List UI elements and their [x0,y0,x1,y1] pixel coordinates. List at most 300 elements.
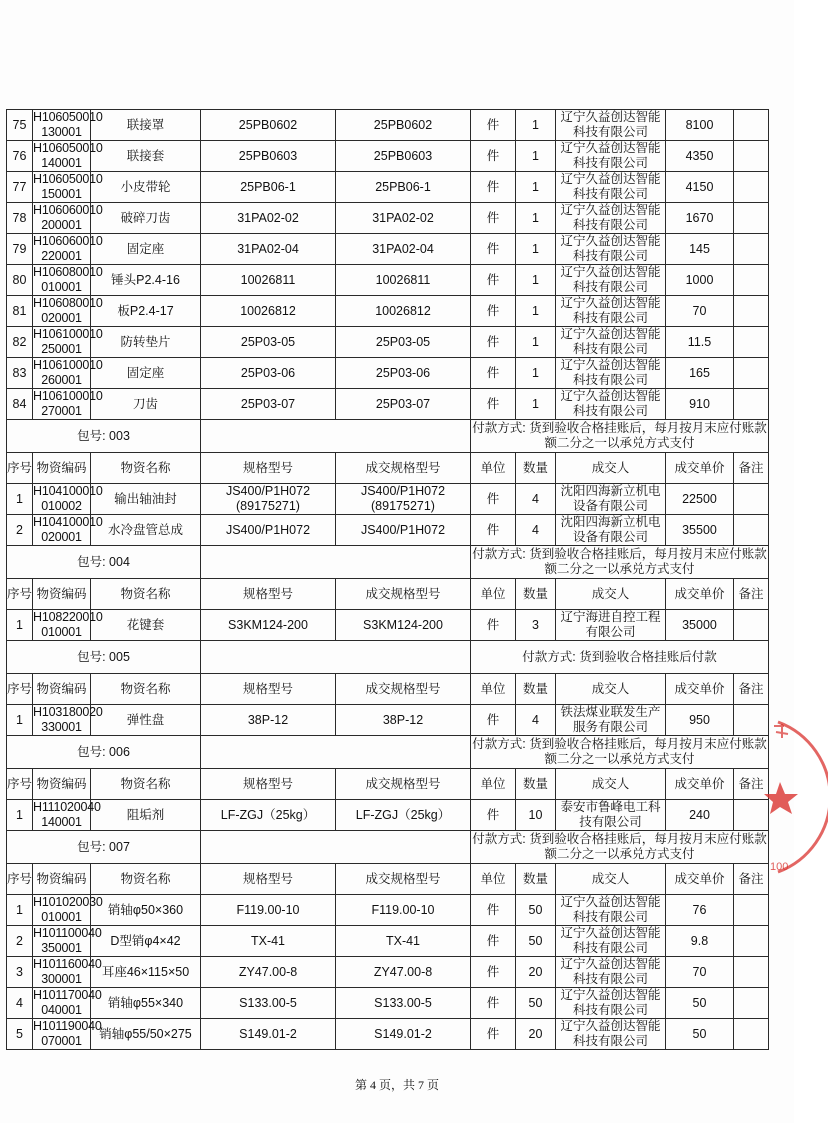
material-code-cell: H106050010 150001 [33,172,103,201]
header-unit-price: 成交单价 [666,674,734,705]
package-row [7,641,769,674]
seq-cell: 4 [7,988,33,1019]
quantity-cell: 1 [516,296,556,327]
unit-price-cell: 70 [666,957,734,988]
header-seq: 序号 [7,674,33,705]
seq-cell: 1 [7,705,33,736]
supplier-cell: 辽宁久益创达智能科技有限公司 [556,110,666,141]
seq-cell: 81 [7,296,33,327]
header-spec: 规格型号 [201,579,336,610]
material-name-cell: 刀齿 [91,389,201,420]
unit-price-cell: 35000 [666,610,734,641]
unit-cell: 件 [471,957,516,988]
remark-cell [734,203,769,234]
supplier-cell: 辽宁久益创达智能科技有限公司 [556,265,666,296]
deal-spec-cell: S133.00-5 [336,988,471,1019]
quantity-cell: 1 [516,389,556,420]
material-name-cell: 板P2.4-17 [91,296,201,327]
supplier-cell: 辽宁久益创达智能科技有限公司 [556,1019,666,1050]
quantity-cell: 20 [516,1019,556,1050]
header-remark: 备注 [734,453,769,484]
table-row [7,926,769,957]
material-name-cell: 花键套 [91,610,201,641]
payment-terms: 付款方式: 货到验收合格挂账后，每月按月末应付账款额二分之一以承兑方式支付 [471,736,769,769]
payment-terms: 付款方式: 货到验收合格挂账后付款 [471,641,769,674]
material-name-cell: 销轴φ55×340 [91,988,201,1019]
material-code-cell: H111020040 140001 [33,800,101,829]
payment-terms: 付款方式: 货到验收合格挂账后，每月按月末应付账款额二分之一以承兑方式支付 [471,420,769,453]
unit-price-cell: 240 [666,800,734,831]
unit-cell: 件 [471,234,516,265]
remark-cell [734,265,769,296]
package-blank-cell [201,831,471,864]
official-seal-fragment [768,712,828,882]
deal-spec-cell: JS400/P1H072 (89175271) [336,484,471,515]
svg-text:100: 100 [770,861,789,873]
supplier-cell: 泰安市鲁峰电工科技有限公司 [556,800,666,831]
seq-cell: 1 [7,895,33,926]
quantity-cell: 4 [516,484,556,515]
table-row [7,895,769,926]
header-spec: 规格型号 [201,864,336,895]
material-code-cell: H106060010 220001 [33,234,103,263]
package-label: 包号: 003 [7,420,201,453]
header-material-name: 物资名称 [91,864,201,895]
material-name-cell: 耳座46×115×50 [91,957,201,988]
quantity-cell: 20 [516,957,556,988]
payment-terms: 付款方式: 货到验收合格挂账后，每月按月末应付账款额二分之一以承兑方式支付 [471,831,769,864]
package-row [7,420,769,453]
deal-spec-cell: 25PB0603 [336,141,471,172]
seq-cell: 75 [7,110,33,141]
table-row [7,141,769,172]
table-row [7,327,769,358]
unit-price-cell: 9.8 [666,926,734,957]
header-spec: 规格型号 [201,453,336,484]
seq-cell: 83 [7,358,33,389]
material-code-cell: H106050010 140001 [33,141,103,170]
remark-cell [734,358,769,389]
material-name-cell: 固定座 [91,358,201,389]
seq-cell: 80 [7,265,33,296]
seq-cell: 79 [7,234,33,265]
quantity-cell: 1 [516,172,556,203]
header-deal-spec: 成交规格型号 [336,864,471,895]
package-label: 包号: 006 [7,736,201,769]
spec-cell: JS400/P1H072 [201,515,336,546]
unit-price-cell: 4350 [666,141,734,172]
material-code-cell: H104100010 010002 [33,484,103,513]
seq-cell: 84 [7,389,33,420]
header-material-name: 物资名称 [91,453,201,484]
material-name-cell: 小皮带轮 [91,172,201,203]
unit-price-cell: 165 [666,358,734,389]
remark-cell [734,172,769,203]
unit-cell: 件 [471,484,516,515]
unit-cell: 件 [471,1019,516,1050]
unit-price-cell: 11.5 [666,327,734,358]
header-unit-price: 成交单价 [666,453,734,484]
seq-cell: 1 [7,610,33,641]
material-name-cell: 弹性盘 [91,705,201,736]
quantity-cell: 10 [516,800,556,831]
column-header-row [7,579,769,610]
header-unit: 单位 [471,769,516,800]
material-name-cell: 销轴φ55/50×275 [91,1019,201,1050]
page-number: 第 4 页，共 7 页 [354,1078,439,1092]
material-name-cell: 水冷盘管总成 [91,515,201,546]
remark-cell [734,515,769,546]
quantity-cell: 1 [516,141,556,172]
header-remark: 备注 [734,674,769,705]
remark-cell [734,110,769,141]
remark-cell [734,1019,769,1050]
material-name-cell: 阻垢剂 [91,800,201,831]
material-code-cell: H103180020 330001 [33,705,103,734]
seq-cell: 76 [7,141,33,172]
material-code-cell: H101100040 350001 [33,926,102,955]
seq-cell: 77 [7,172,33,203]
supplier-cell: 辽宁久益创达智能科技有限公司 [556,957,666,988]
deal-spec-cell: 25P03-07 [336,389,471,420]
header-unit-price: 成交单价 [666,769,734,800]
procurement-table [6,109,769,1050]
seq-cell: 5 [7,1019,33,1050]
package-blank-cell [201,736,471,769]
unit-price-cell: 8100 [666,110,734,141]
quantity-cell: 4 [516,705,556,736]
unit-cell: 件 [471,265,516,296]
seq-cell: 1 [7,484,33,515]
material-code-cell: H101160040 300001 [33,957,102,986]
table-row [7,610,769,641]
table-row [7,515,769,546]
material-name-cell: 联接罩 [91,110,201,141]
header-seq: 序号 [7,769,33,800]
deal-spec-cell: S149.01-2 [336,1019,471,1050]
table-row [7,358,769,389]
deal-spec-cell: 25PB06-1 [336,172,471,203]
supplier-cell: 辽宁久益创达智能科技有限公司 [556,926,666,957]
unit-cell: 件 [471,358,516,389]
remark-cell [734,141,769,172]
deal-spec-cell: LF-ZGJ（25kg） [336,800,471,831]
table-row [7,265,769,296]
supplier-cell: 辽宁久益创达智能科技有限公司 [556,358,666,389]
package-blank-cell [201,641,471,674]
spec-cell: F119.00-10 [201,895,336,926]
unit-cell: 件 [471,926,516,957]
unit-price-cell: 22500 [666,484,734,515]
deal-spec-cell: ZY47.00-8 [336,957,471,988]
spec-cell: JS400/P1H072 (89175271) [201,484,336,515]
column-header-row [7,453,769,484]
header-unit: 单位 [471,579,516,610]
deal-spec-cell: 31PA02-02 [336,203,471,234]
supplier-cell: 沈阳四海新立机电设备有限公司 [556,484,666,515]
header-material-code: 物资编码 [33,864,91,895]
spec-cell: 25P03-05 [201,327,336,358]
header-supplier: 成交人 [556,579,666,610]
deal-spec-cell: F119.00-10 [336,895,471,926]
material-code-cell: H106100010 260001 [33,358,103,387]
table-row [7,484,769,515]
supplier-cell: 铁法煤业联发生产服务有限公司 [556,705,666,736]
header-deal-spec: 成交规格型号 [336,674,471,705]
material-name-cell: 输出轴油封 [91,484,201,515]
seq-cell: 2 [7,926,33,957]
supplier-cell: 辽宁久益创达智能科技有限公司 [556,172,666,203]
header-material-code: 物资编码 [33,769,91,800]
column-header-row [7,864,769,895]
material-code-cell: H101020030 010001 [33,895,103,924]
table-row [7,203,769,234]
supplier-cell: 辽宁久益创达智能科技有限公司 [556,327,666,358]
material-code-cell: H101190040 070001 [33,1019,102,1048]
unit-cell: 件 [471,110,516,141]
unit-cell: 件 [471,705,516,736]
unit-cell: 件 [471,895,516,926]
deal-spec-cell: S3KM124-200 [336,610,471,641]
header-material-code: 物资编码 [33,453,91,484]
unit-price-cell: 950 [666,705,734,736]
package-label: 包号: 007 [7,831,201,864]
seq-cell: 82 [7,327,33,358]
header-material-code: 物资编码 [33,674,91,705]
spec-cell: 38P-12 [201,705,336,736]
spec-cell: 10026812 [201,296,336,327]
header-remark: 备注 [734,769,769,800]
material-code-cell: H106100010 250001 [33,327,103,356]
remark-cell [734,957,769,988]
unit-price-cell: 1670 [666,203,734,234]
column-header-row [7,674,769,705]
deal-spec-cell: 10026811 [336,265,471,296]
header-unit: 单位 [471,453,516,484]
supplier-cell: 辽宁久益创达智能科技有限公司 [556,234,666,265]
spec-cell: S149.01-2 [201,1019,336,1050]
header-supplier: 成交人 [556,864,666,895]
deal-spec-cell: 10026812 [336,296,471,327]
remark-cell [734,926,769,957]
material-name-cell: 锤头P2.4-16 [91,265,201,296]
unit-price-cell: 4150 [666,172,734,203]
material-name-cell: 联接套 [91,141,201,172]
deal-spec-cell: TX-41 [336,926,471,957]
package-label: 包号: 005 [7,641,201,674]
seq-cell: 2 [7,515,33,546]
header-material-name: 物资名称 [91,579,201,610]
material-code-cell: H101170040 040001 [33,988,102,1017]
unit-price-cell: 910 [666,389,734,420]
header-deal-spec: 成交规格型号 [336,769,471,800]
spec-cell: 10026811 [201,265,336,296]
header-unit-price: 成交单价 [666,864,734,895]
header-material-name: 物资名称 [91,769,201,800]
table-row [7,389,769,420]
supplier-cell: 辽宁久益创达智能科技有限公司 [556,389,666,420]
quantity-cell: 4 [516,515,556,546]
remark-cell [734,484,769,515]
deal-spec-cell: 25PB0602 [336,110,471,141]
package-blank-cell [201,420,471,453]
header-unit: 单位 [471,674,516,705]
unit-cell: 件 [471,296,516,327]
supplier-cell: 辽宁久益创达智能科技有限公司 [556,141,666,172]
header-material-name: 物资名称 [91,674,201,705]
header-quantity: 数量 [516,769,556,800]
table-row [7,705,769,736]
header-seq: 序号 [7,453,33,484]
package-row [7,831,769,864]
column-header-row [7,769,769,800]
supplier-cell: 辽宁久益创达智能科技有限公司 [556,203,666,234]
unit-cell: 件 [471,988,516,1019]
quantity-cell: 3 [516,610,556,641]
unit-cell: 件 [471,327,516,358]
supplier-cell: 沈阳四海新立机电设备有限公司 [556,515,666,546]
spec-cell: TX-41 [201,926,336,957]
seq-cell: 3 [7,957,33,988]
header-deal-spec: 成交规格型号 [336,579,471,610]
quantity-cell: 1 [516,358,556,389]
quantity-cell: 50 [516,926,556,957]
unit-price-cell: 50 [666,1019,734,1050]
material-code-cell: H106100010 270001 [33,389,103,418]
remark-cell [734,296,769,327]
header-remark: 备注 [734,864,769,895]
unit-price-cell: 35500 [666,515,734,546]
quantity-cell: 1 [516,110,556,141]
spec-cell: 25PB0602 [201,110,336,141]
unit-cell: 件 [471,515,516,546]
quantity-cell: 1 [516,327,556,358]
header-quantity: 数量 [516,453,556,484]
spec-cell: 31PA02-02 [201,203,336,234]
spec-cell: 25PB0603 [201,141,336,172]
remark-cell [734,800,769,831]
spec-cell: S3KM124-200 [201,610,336,641]
deal-spec-cell: 31PA02-04 [336,234,471,265]
table-row [7,296,769,327]
header-quantity: 数量 [516,674,556,705]
deal-spec-cell: 25P03-06 [336,358,471,389]
material-code-cell: H104100010 020001 [33,515,103,544]
quantity-cell: 1 [516,203,556,234]
unit-cell: 件 [471,172,516,203]
package-blank-cell [201,546,471,579]
seq-cell: 78 [7,203,33,234]
remark-cell [734,705,769,736]
header-quantity: 数量 [516,579,556,610]
header-supplier: 成交人 [556,769,666,800]
material-code-cell: H106080010 010001 [33,265,103,294]
spec-cell: 25PB06-1 [201,172,336,203]
table-row [7,110,769,141]
supplier-cell: 辽宁久益创达智能科技有限公司 [556,296,666,327]
unit-price-cell: 1000 [666,265,734,296]
header-quantity: 数量 [516,864,556,895]
remark-cell [734,234,769,265]
header-unit-price: 成交单价 [666,579,734,610]
deal-spec-cell: JS400/P1H072 [336,515,471,546]
unit-cell: 件 [471,203,516,234]
payment-terms: 付款方式: 货到验收合格挂账后，每月按月末应付账款额二分之一以承兑方式支付 [471,546,769,579]
unit-price-cell: 76 [666,895,734,926]
material-name-cell: 销轴φ50×360 [91,895,201,926]
unit-price-cell: 50 [666,988,734,1019]
spec-cell: ZY47.00-8 [201,957,336,988]
table-row [7,957,769,988]
header-spec: 规格型号 [201,769,336,800]
table-row [7,988,769,1019]
header-seq: 序号 [7,579,33,610]
material-name-cell: 破碎刀齿 [91,203,201,234]
table-row [7,234,769,265]
remark-cell [734,988,769,1019]
spec-cell: LF-ZGJ（25kg） [201,800,336,831]
header-spec: 规格型号 [201,674,336,705]
package-label: 包号: 004 [7,546,201,579]
table-row [7,1019,769,1050]
material-name-cell: 固定座 [91,234,201,265]
remark-cell [734,389,769,420]
unit-price-cell: 145 [666,234,734,265]
material-name-cell: 防转垫片 [91,327,201,358]
header-deal-spec: 成交规格型号 [336,453,471,484]
material-name-cell: D型销φ4×42 [91,926,201,957]
header-material-code: 物资编码 [33,579,91,610]
remark-cell [734,895,769,926]
spec-cell: 25P03-07 [201,389,336,420]
quantity-cell: 50 [516,988,556,1019]
unit-cell: 件 [471,610,516,641]
material-code-cell: H108220010 010001 [33,610,103,639]
deal-spec-cell: 25P03-05 [336,327,471,358]
deal-spec-cell: 38P-12 [336,705,471,736]
unit-cell: 件 [471,800,516,831]
material-code-cell: H106060010 200001 [33,203,103,232]
material-code-cell: H106080010 020001 [33,296,103,325]
table-body [7,110,769,1050]
remark-cell [734,610,769,641]
supplier-cell: 辽宁海进自控工程有限公司 [556,610,666,641]
material-code-cell: H106050010 130001 [33,110,103,139]
unit-cell: 件 [471,141,516,172]
header-seq: 序号 [7,864,33,895]
package-row [7,736,769,769]
supplier-cell: 辽宁久益创达智能科技有限公司 [556,988,666,1019]
quantity-cell: 1 [516,234,556,265]
table-row [7,172,769,203]
header-unit: 单位 [471,864,516,895]
supplier-cell: 辽宁久益创达智能科技有限公司 [556,895,666,926]
spec-cell: 31PA02-04 [201,234,336,265]
unit-price-cell: 70 [666,296,734,327]
seq-cell: 1 [7,800,33,831]
package-row [7,546,769,579]
header-supplier: 成交人 [556,674,666,705]
spec-cell: S133.00-5 [201,988,336,1019]
table-row [7,800,769,831]
header-remark: 备注 [734,579,769,610]
spec-cell: 25P03-06 [201,358,336,389]
quantity-cell: 50 [516,895,556,926]
header-supplier: 成交人 [556,453,666,484]
remark-cell [734,327,769,358]
unit-cell: 件 [471,389,516,420]
quantity-cell: 1 [516,265,556,296]
